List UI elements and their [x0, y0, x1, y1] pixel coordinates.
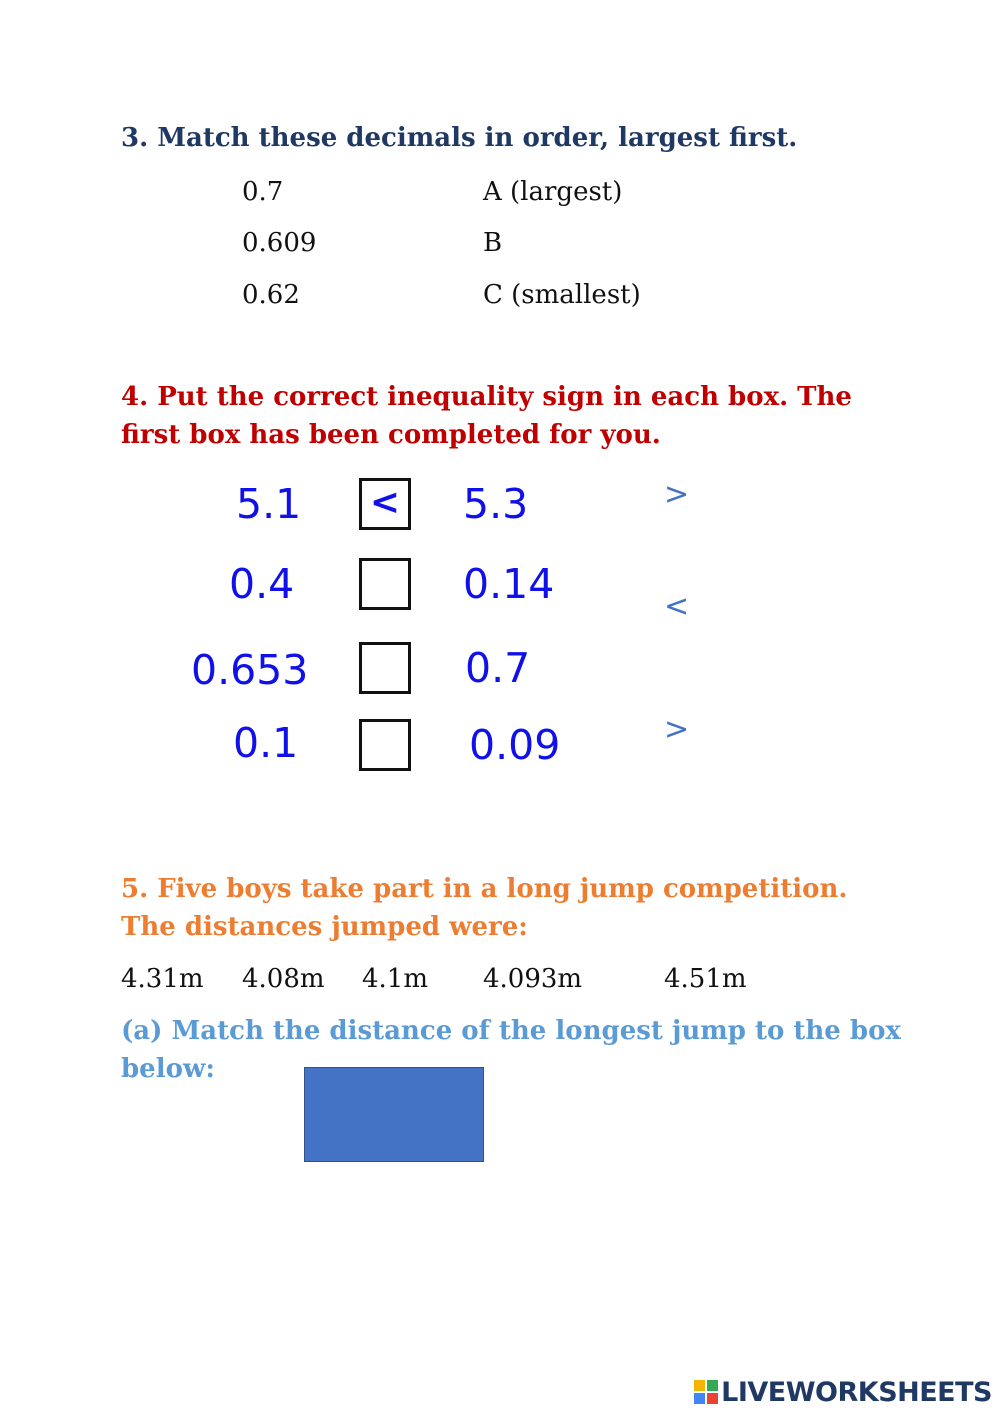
- question-3-title: 3. Match these decimals in order, largest first.: [121, 123, 798, 153]
- less-than-option[interactable]: <: [664, 589, 690, 624]
- distance-item: 4.093m: [483, 964, 583, 994]
- inequality-left-value: 0.4: [229, 560, 295, 608]
- liveworksheets-logo: [693, 1378, 992, 1406]
- q3-decimal-3: 0.62: [242, 280, 300, 310]
- q3-rank-a: A (largest): [483, 177, 623, 207]
- greater-than-option[interactable]: >: [664, 712, 690, 747]
- inequality-right-value: 0.09: [469, 721, 561, 769]
- inequality-left-value: 5.1: [236, 480, 302, 528]
- inequality-box-2[interactable]: [359, 558, 411, 610]
- inequality-right-value: 0.7: [465, 644, 531, 692]
- distance-item: 4.51m: [664, 964, 747, 994]
- inequality-left-value: 0.1: [233, 719, 299, 767]
- liveworksheets-logo-icon: [693, 1379, 719, 1405]
- q3-rank-c: C (smallest): [483, 280, 641, 310]
- question-5-title: 5. Five boys take part in a long jump competition. The distances jumped were:: [121, 874, 848, 942]
- q3-rank-b: B: [483, 228, 503, 258]
- distance-item: 4.1m: [362, 964, 429, 994]
- greater-than-option[interactable]: >: [664, 477, 690, 512]
- distance-item: 4.31m: [121, 964, 204, 994]
- inequality-box-3[interactable]: [359, 642, 411, 694]
- distance-item: 4.08m: [242, 964, 325, 994]
- inequality-box-4[interactable]: [359, 719, 411, 771]
- sign-drop-slot: [362, 561, 408, 607]
- q3-decimal-1: 0.7: [242, 177, 284, 207]
- inequality-right-value: 0.14: [463, 560, 555, 608]
- less-than-sign: <: [369, 482, 401, 523]
- sign-drop-slot: [362, 722, 408, 768]
- q3-decimal-2: 0.609: [242, 228, 317, 258]
- inequality-right-value: 5.3: [463, 480, 529, 528]
- liveworksheets-brand-text: LIVEWORKSHEETS: [721, 1376, 992, 1408]
- question-4-title: 4. Put the correct inequality sign in each box. The first box has been completed for you.: [121, 382, 852, 450]
- inequality-box-1: [359, 478, 411, 530]
- inequality-left-value: 0.653: [191, 646, 309, 694]
- question-5a-title: (a) Match the distance of the longest jump to the box below:: [121, 1016, 901, 1084]
- longest-jump-answer-box[interactable]: [304, 1067, 484, 1162]
- sign-drop-slot: [362, 645, 408, 691]
